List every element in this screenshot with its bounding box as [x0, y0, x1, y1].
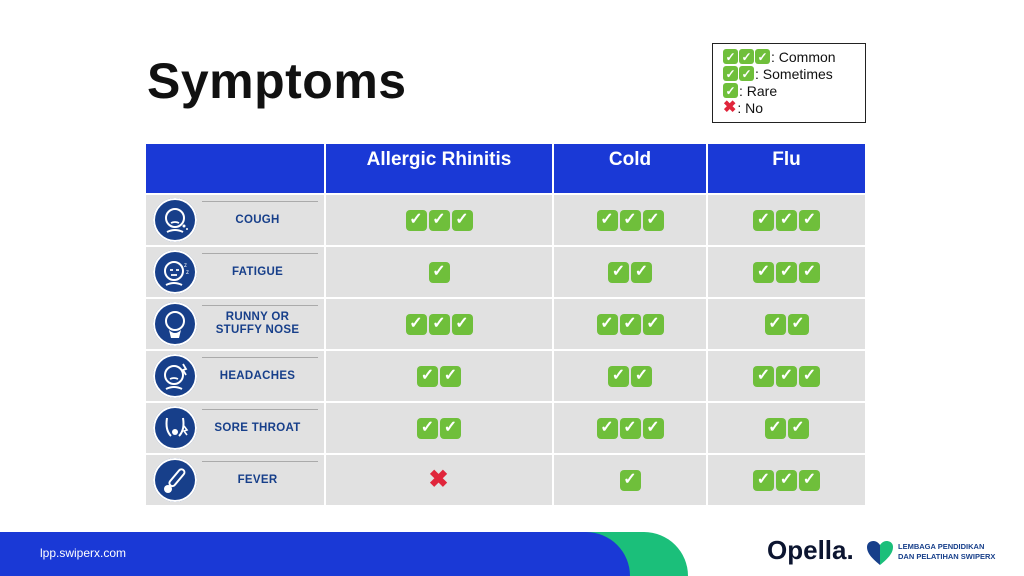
check-icon: ✓ [739, 49, 754, 64]
symptom-cell [146, 351, 324, 401]
table-row [146, 299, 865, 349]
symptom-label: HEADACHES [219, 369, 296, 382]
rating-cell [326, 247, 552, 297]
thermometer-icon [153, 458, 197, 502]
check-icon: ✓ [452, 210, 473, 231]
check-icon: ✓ [788, 314, 809, 335]
legend-item [723, 82, 865, 99]
check-icon: ✓ [631, 366, 652, 387]
sore-throat-icon [153, 406, 197, 450]
rating-cell [326, 351, 552, 401]
rating-cell [326, 455, 552, 505]
rating-cell [708, 351, 865, 401]
check-icon: ✓ [597, 314, 618, 335]
footer-url[interactable]: lpp.swiperx.com [40, 546, 127, 560]
check-icon: ✓ [620, 210, 641, 231]
check-icon: ✓ [440, 418, 461, 439]
check-icon: ✓ [753, 262, 774, 283]
table-row [146, 247, 865, 297]
rating-cell [554, 351, 706, 401]
rating-cell [708, 299, 865, 349]
symptom-cell-inner [146, 195, 324, 245]
table-row [146, 403, 865, 453]
table-row [146, 195, 865, 245]
check-icon: ✓ [597, 418, 618, 439]
table-row [146, 455, 865, 505]
check-icon: ✓ [765, 418, 786, 439]
symptom-divider-line [202, 409, 318, 410]
check-icon: ✓ [406, 314, 427, 335]
rating-cell [554, 247, 706, 297]
svg-text:z: z [184, 263, 187, 269]
check-icon: ✓ [452, 314, 473, 335]
check-icon: ✓ [753, 210, 774, 231]
check-icon: ✓ [776, 210, 797, 231]
rating-cell [554, 455, 706, 505]
check-icon: ✓ [776, 366, 797, 387]
cross-icon: ✖ [428, 466, 449, 493]
rating-cell [554, 195, 706, 245]
rating-cell [326, 299, 552, 349]
check-icon: ✓ [723, 66, 738, 81]
heart-logo-icon [866, 540, 894, 566]
svg-text:z: z [186, 270, 189, 276]
legend-label: : Rare [739, 82, 778, 99]
check-icon: ✓ [643, 314, 664, 335]
symptom-divider-line [202, 201, 318, 202]
check-icon: ✓ [429, 314, 450, 335]
check-icon: ✓ [723, 83, 738, 98]
legend-item [723, 99, 865, 116]
check-icon: ✓ [429, 210, 450, 231]
symptom-label: SORE THROAT [214, 421, 301, 434]
rating-cell [326, 195, 552, 245]
symptom-label: RUNNY OR STUFFY NOSE [215, 311, 300, 336]
check-icon: ✓ [723, 49, 738, 64]
legend-box [712, 43, 866, 123]
check-icon: ✓ [429, 262, 450, 283]
rating-cell [708, 247, 865, 297]
check-icon: ✓ [643, 418, 664, 439]
legend-label: : Sometimes [755, 65, 833, 82]
column-header: Flu [708, 144, 865, 193]
table-header-row [146, 144, 865, 193]
symptom-divider-line [202, 305, 318, 306]
check-icon: ✓ [406, 210, 427, 231]
check-icon: ✓ [799, 262, 820, 283]
symptom-cell [146, 403, 324, 453]
symptom-cell-inner [146, 247, 324, 297]
check-icon: ✓ [620, 314, 641, 335]
symptom-cell-inner [146, 351, 324, 401]
check-icon: ✓ [417, 366, 438, 387]
check-icon: ✓ [799, 210, 820, 231]
check-icon: ✓ [753, 366, 774, 387]
symptom-cell-inner [146, 403, 324, 453]
symptom-divider-line [202, 461, 318, 462]
check-icon: ✓ [643, 210, 664, 231]
check-icon: ✓ [755, 49, 770, 64]
headache-face-icon [153, 354, 197, 398]
rating-cell [708, 403, 865, 453]
check-icon: ✓ [608, 262, 629, 283]
cough-face-icon [153, 198, 197, 242]
legend-label: : Common [771, 48, 836, 65]
page-title: Symptoms [147, 53, 407, 109]
check-icon: ✓ [620, 418, 641, 439]
symptom-cell-inner [146, 455, 324, 505]
symptom-cell [146, 195, 324, 245]
check-icon: ✓ [799, 366, 820, 387]
symptom-cell [146, 247, 324, 297]
rating-cell [708, 195, 865, 245]
legend-item [723, 48, 865, 65]
legend-item [723, 65, 865, 82]
check-icon: ✓ [597, 210, 618, 231]
symptom-cell [146, 455, 324, 505]
check-icon: ✓ [417, 418, 438, 439]
partner-line-1: LEMBAGA PENDIDIKAN [898, 542, 985, 551]
cross-icon: ✖ [723, 98, 737, 116]
check-icon: ✓ [608, 366, 629, 387]
check-icon: ✓ [776, 470, 797, 491]
rating-cell [554, 403, 706, 453]
partner-logo-text [898, 542, 995, 562]
check-icon: ✓ [765, 314, 786, 335]
check-icon: ✓ [440, 366, 461, 387]
rating-cell [326, 403, 552, 453]
symptom-divider-line [202, 357, 318, 358]
symptom-label: FATIGUE [231, 265, 284, 278]
opella-logo: Opella. [767, 535, 854, 565]
symptom-cell [146, 299, 324, 349]
check-icon: ✓ [753, 470, 774, 491]
rating-cell [554, 299, 706, 349]
column-header: Allergic Rhinitis [326, 144, 552, 193]
rating-cell [708, 455, 865, 505]
symptom-label: COUGH [235, 213, 280, 226]
header-blank-cell [146, 144, 324, 193]
column-header: Cold [554, 144, 706, 193]
check-icon: ✓ [739, 66, 754, 81]
check-icon: ✓ [799, 470, 820, 491]
check-icon: ✓ [631, 262, 652, 283]
partner-line-2: DAN PELATIHAN SWIPERX [898, 552, 996, 561]
table-row [146, 351, 865, 401]
symptoms-table [144, 142, 867, 507]
fatigue-face-icon [153, 250, 197, 294]
runny-nose-face-icon [153, 302, 197, 346]
symptom-divider-line [202, 253, 318, 254]
check-icon: ✓ [620, 470, 641, 491]
legend-label: : No [737, 99, 764, 116]
symptom-cell-inner [146, 299, 324, 349]
check-icon: ✓ [788, 418, 809, 439]
symptom-label: FEVER [237, 473, 278, 486]
check-icon: ✓ [776, 262, 797, 283]
